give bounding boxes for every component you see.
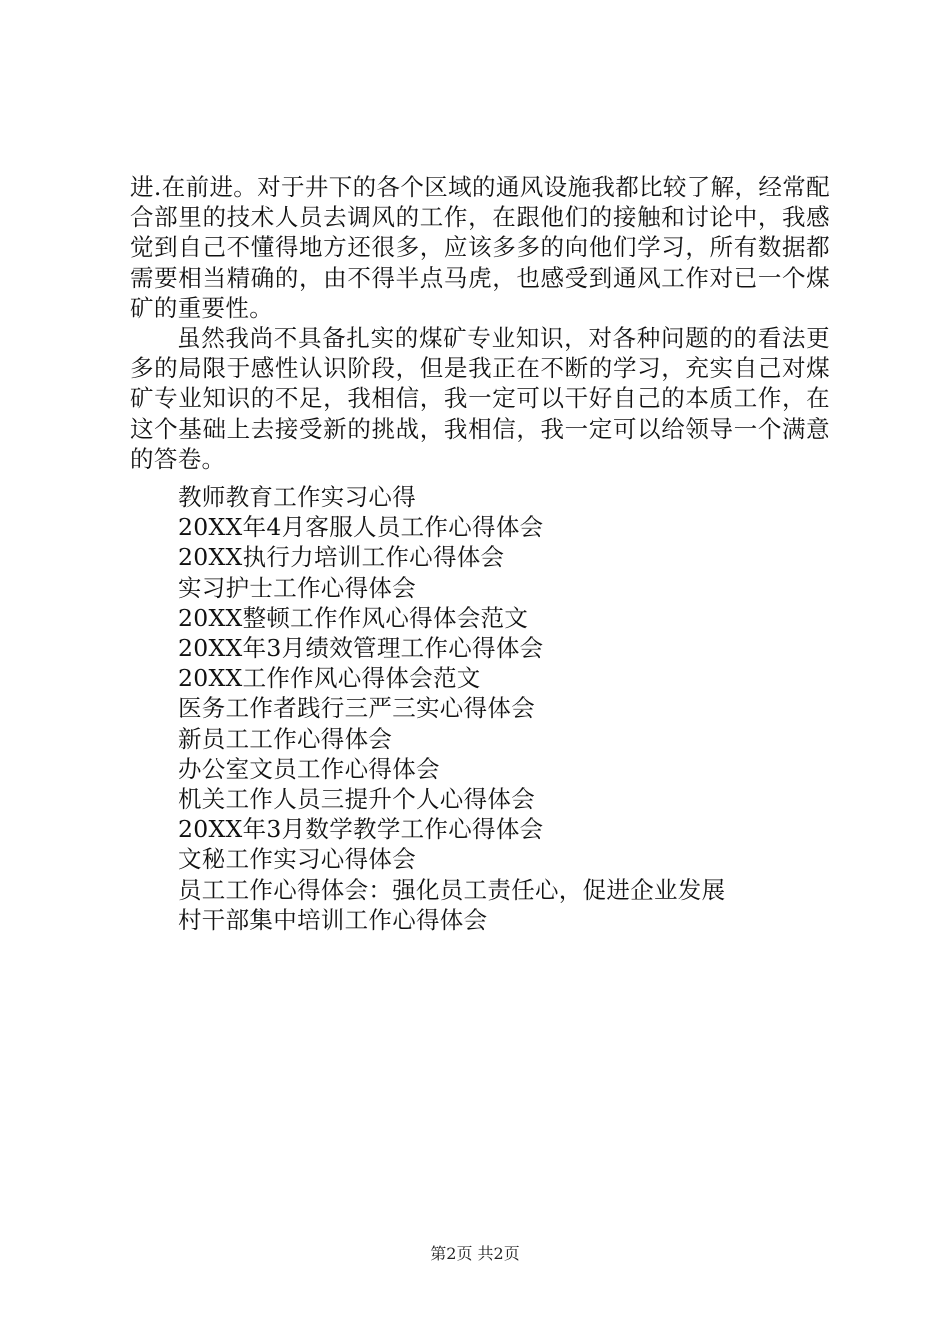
related-article-link[interactable]: 20XX年3月数学教学工作心得体会 [178, 815, 544, 844]
paragraph-2: 虽然我尚不具备扎实的煤矿专业知识，对各种问题的的看法更多的局限于感性认识阶段，但是我正在不断的学习，充实自己对煤矿专业知识的不足，我相信，我一定可以干好自己的本质工作，在这个基础上去接受新的挑战，我相信，我一定可以给领导一个满意的答卷。 [130, 324, 830, 473]
page-number-footer: 第2页 共2页 [430, 1244, 520, 1263]
paragraph-1: 进.在前进。对于井下的各个区域的通风设施我都比较了解，经常配合部里的技术人员去调风的工作，在跟他们的接触和讨论中，我感觉到自己不懂得地方还很多，应该多多的向他们学习，所有数据都需要相当精确的，由不得半点马虎，也感受到通风工作对已一个煤矿的重要性。 [130, 173, 830, 322]
related-article-link[interactable]: 20XX年3月绩效管理工作心得体会 [178, 634, 544, 663]
related-article-link[interactable]: 教师教育工作实习心得 [178, 483, 416, 511]
related-article-link[interactable]: 20XX工作作风心得体会范文 [178, 664, 481, 693]
related-article-link[interactable]: 新员工工作心得体会 [178, 724, 393, 753]
related-article-link[interactable]: 村干部集中培训工作心得体会 [178, 905, 488, 934]
related-article-link[interactable]: 实习护士工作心得体会 [178, 573, 416, 602]
document-body [130, 172, 830, 474]
related-article-link[interactable]: 20XX年4月客服人员工作心得体会 [178, 513, 544, 542]
related-article-link[interactable]: 文秘工作实习心得体会 [178, 845, 416, 874]
related-article-link[interactable]: 20XX执行力培训工作心得体会 [178, 543, 505, 572]
related-article-link[interactable]: 办公室文员工作心得体会 [178, 754, 440, 783]
related-article-link[interactable]: 医务工作者践行三严三实心得体会 [178, 694, 535, 723]
related-articles-list [178, 482, 818, 935]
related-article-link[interactable]: 20XX整顿工作作风心得体会范文 [178, 603, 529, 632]
related-article-link[interactable]: 员工工作心得体会：强化员工责任心，促进企业发展 [178, 875, 726, 904]
related-article-link[interactable]: 机关工作人员三提升个人心得体会 [178, 785, 535, 814]
